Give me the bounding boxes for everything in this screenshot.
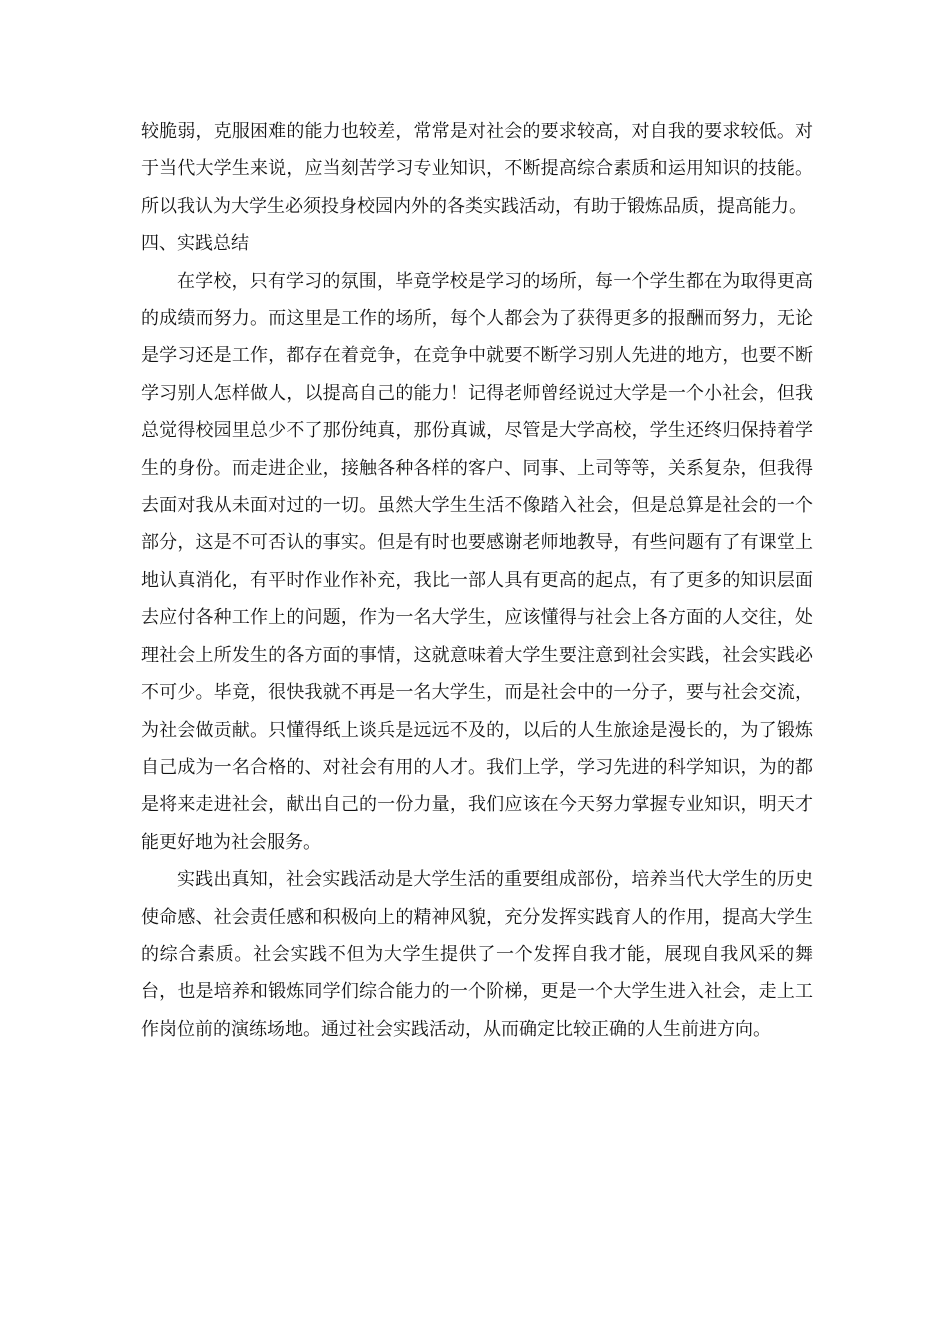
document-body	[141, 113, 813, 1048]
body-paragraph-1: 在学校，只有学习的氛围，毕竟学校是学习的场所，每一个学生都在为取得更高的成绩而努力。而这里是工作的场所，每个人都会为了获得更多的报酬而努力，无论是学习还是工作，都存在着竞争，在竞争中就要不断学习别人先进的地方，也要不断学习别人怎样做人，以提高自己的能力！记得老师曾经说过大学是一个小社会，但我总觉得校园里总少不了那份纯真，那份真诚，尽管是大学高校，学生还终归保持着学生的身份。而走进企业，接触各种各样的客户、同事、上司等等，关系复杂，但我得去面对我从未面对过的一切。虽然大学生生活不像踏入社会，但是总算是社会的一个部分，这是不可否认的事实。但是有时也要感谢老师地教导，有些问题有了有课堂上地认真消化，有平时作业作补充，我比一部人具有更高的起点，有了更多的知识层面去应付各种工作上的问题，作为一名大学生，应该懂得与社会上各方面的人交往，处理社会上所发生的各方面的事情，这就意味着大学生要注意到社会实践，社会实践必不可少。毕竟，很快我就不再是一名大学生，而是社会中的一分子，要与社会交流，为社会做贡献。只懂得纸上谈兵是远远不及的，以后的人生旅途是漫长的，为了锻炼自己成为一名合格的、对社会有用的人才。我们上学，学习先进的科学知识，为的都是将来走进社会，献出自己的一份力量，我们应该在今天努力掌握专业知识，明天才能更好地为社会服务。	[141, 270, 813, 853]
body-paragraph-2: 实践出真知，社会实践活动是大学生活的重要组成部份，培养当代大学生的历史使命感、社会责任感和积极向上的精神风貌，充分发挥实践育人的作用，提高大学生的综合素质。社会实践不但为大学生提供了一个发挥自我才能，展现自我风采的舞台，也是培养和锻炼同学们综合能力的一个阶梯，更是一个大学生进入社会，走上工作岗位前的演练场地。通过社会实践活动，从而确定比较正确的人生前进方向。	[141, 869, 813, 1040]
continued-paragraph: 较脆弱，克服困难的能力也较差，常常是对社会的要求较高，对自我的要求较低。对于当代大学生来说，应当刻苦学习专业知识，不断提高综合素质和运用知识的技能。所以我认为大学生必须投身校园内外的各类实践活动，有助于锻炼品质，提高能力。	[141, 121, 813, 217]
section-heading: 四、实践总结	[141, 233, 249, 255]
